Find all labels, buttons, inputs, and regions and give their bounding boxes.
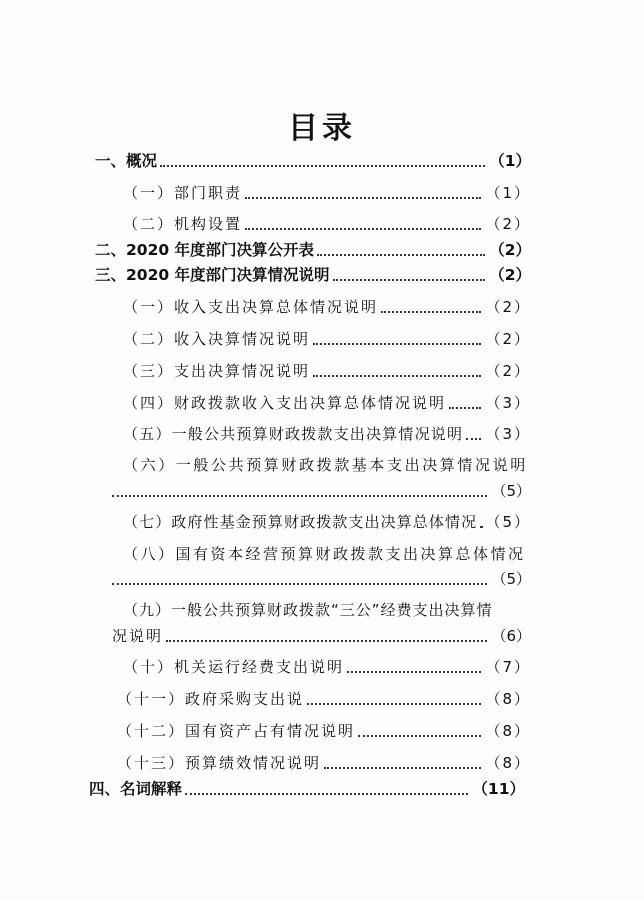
toc-page-number: （3） [485,394,531,412]
toc-entry-3-3 [123,362,531,380]
toc-label: （七）政府性基金预算财政拨款支出决算总体情况 [123,513,478,531]
toc-page-number: （3） [485,425,531,443]
toc-page-number: （11） [472,780,525,798]
toc-label: （三）支出决算情况说明 [123,362,311,380]
dot-leader [317,253,485,256]
toc-entry-2 [95,241,531,259]
toc-label: （十）机关运行经费支出说明 [123,658,345,676]
toc-entry-3-6-label: （六）一般公共预算财政拨款基本支出决算情况说明 [123,456,528,474]
toc-entry-3-12 [117,722,531,740]
dot-leader [324,766,481,769]
dot-leader [307,702,481,705]
dot-leader [480,525,481,528]
toc-page-number: （8） [485,754,531,772]
page-title: 目录 [288,111,356,146]
dot-leader [381,310,481,313]
dot-leader [313,374,481,377]
toc-page-number: （7） [485,658,531,676]
toc-entry-3-4 [123,394,531,412]
toc-label: （四）财政拨款收入支出决算总体情况说明 [123,394,447,412]
dot-leader [160,164,485,167]
toc-page-number: （6） [491,627,531,645]
toc-page-number: （8） [485,722,531,740]
dot-leader [449,406,481,409]
toc-page-number: （2） [489,241,531,259]
toc-label: 四、名词解释 [89,780,183,798]
toc-entry-3-9-label: （九）一般公共预算财政拨款“三公”经费支出决算情 [123,601,493,619]
dot-leader [166,639,487,642]
toc-page-number: （5） [491,570,531,588]
toc-label: （五）一般公共预算财政拨款支出决算情况说明 [123,425,464,443]
toc-label: 况说明 [112,627,164,645]
toc-page-number: （2） [485,330,531,348]
toc-page-number: （2） [485,298,531,316]
dot-leader [358,734,481,737]
toc-page-number: （1） [489,152,531,170]
toc-page-number: （5） [485,513,531,531]
toc-label: （十一）政府采购支出说 [117,690,305,708]
toc-label: （十二）国有资产占有情况说明 [117,722,356,740]
toc-label: 二、2020 年度部门决算公开表 [95,241,315,259]
toc-label: 三、2020 年度部门决算情况说明 [95,266,330,284]
toc-entry-3-10 [123,658,531,676]
toc-entry-3-13 [117,754,531,772]
toc-entry-3 [95,266,531,284]
toc-entry-4 [89,780,525,798]
toc-entry-3-8-label: （八）国有资本经营预算财政拨款支出决算总体情况 [123,545,526,563]
toc-entry-3-8 [112,570,531,588]
toc-page-number: （5） [491,482,531,500]
toc-entry-3-11 [117,690,531,708]
toc-entry-3-5 [123,425,531,443]
toc-entry-3-7 [123,513,531,531]
toc-entry-1 [95,152,531,170]
toc-entry-3-1 [123,298,531,316]
toc-label: （二）机构设置 [123,215,243,233]
dot-leader [112,494,487,497]
toc-entry-3-2 [123,330,531,348]
toc-label: （一）部门职责 [123,184,243,202]
toc-label: （二）收入决算情况说明 [123,330,311,348]
toc-page-number: （8） [485,690,531,708]
toc-entry-3-9 [112,627,531,645]
toc-entry-1-2 [123,215,531,233]
toc-page-number: （2） [485,215,531,233]
toc-entry-1-1 [123,184,531,202]
toc-page-number: （2） [489,266,531,284]
dot-leader [333,278,486,281]
dot-leader [245,227,481,230]
dot-leader [313,342,481,345]
dot-leader [245,196,481,199]
dot-leader [466,437,481,440]
toc-page-number: （1） [485,184,531,202]
toc-page-number: （2） [485,362,531,380]
dot-leader [185,792,468,795]
toc-label: （十三）预算绩效情况说明 [117,754,322,772]
dot-leader [112,582,487,585]
toc-entry-3-6 [112,482,531,500]
dot-leader [347,670,481,673]
toc-label: （一）收入支出决算总体情况说明 [123,298,379,316]
toc-label: 一、概况 [95,152,158,170]
